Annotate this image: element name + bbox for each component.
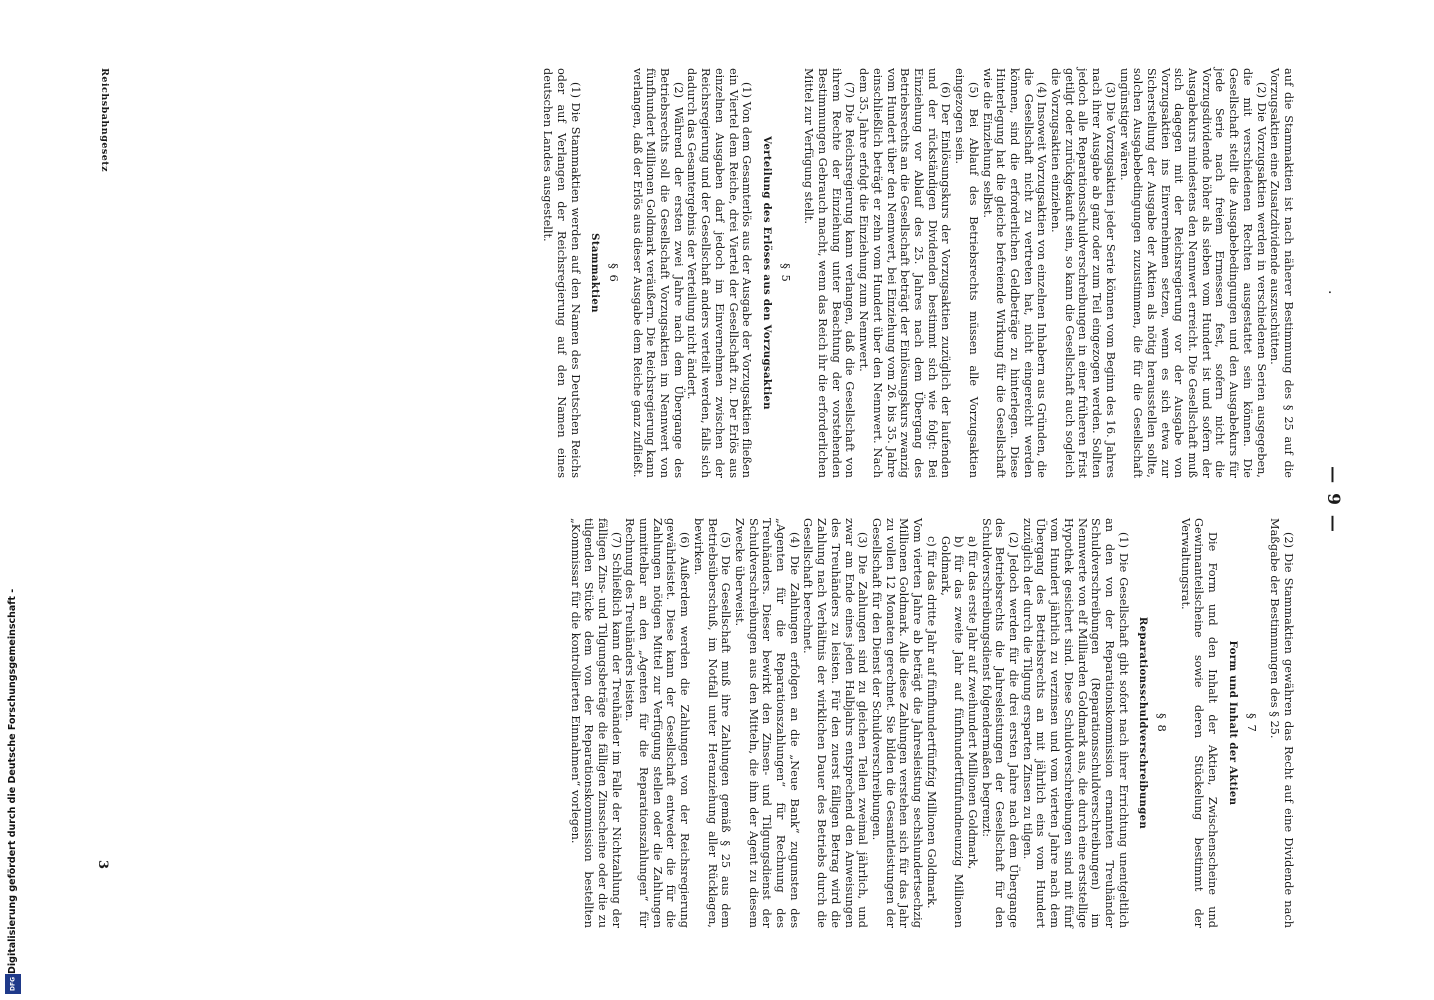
right-column [568,518,1295,928]
paragraph: (6) Der Einlösungskurs der Vorzugsaktien zuzüglich der laufenden und der rückständigen Dividenden bestimmt sich wie folgt: Bei Einziehung vor Ablauf des 25. Jahres nach dem Übergang des Betriebsrechts an die Gesellschaft beträgt der Einlösungskurs zwanzig vom Hundert über den Nennwert, bei Einziehung vom 26. bis 35. Jahre einschließlich beträgt er zehn vom Hundert über den Nennwert. Nach dem 35. Jahre erfolgt die Einziehung zum Nennwert. [857,68,953,478]
paragraph: (2) Während der ersten zwei Jahre nach dem Übergange des Betriebsrechts soll die Gesellschaft Vorzugsaktien im Nennwert von fünfhundert Millionen Goldmark veräußern. Die Reichsregierung kann verlangen, daß der Erlös aus dieser Ausgabe dem Reiche ganz zufließt. [630,68,685,478]
paragraph: (6) Außerdem werden die Zahlungen von der Reichsregierung gewährleistet. Diese kann der Gesellschaft entweder die für die Zahlungen nötigen Mittel zur Verfügung stellen oder die Zahlungen unmittelbar an den „Agenten für die Reparationszahlungen“ für Rechnung des Treuhänders leisten. [623,518,692,928]
paragraph: (4) Insoweit Vorzugsaktien von einzelnen Inhabern aus Gründen, die die Gesellschaft nicht zu vertreten hat, nicht eingereicht werden können, sind die erforderlichen Geldbeträge zu hinterlegen. Diese Hinterlegung hat die gleiche befreiende Wirkung für die Gesellschaft wie die Einziehung selbst. [980,68,1049,478]
paragraph: (3) Die Vorzugsaktien jeder Serie können vom Beginn des 16. Jahres nach ihrer Ausgabe ab ganz oder zum Teil eingezogen werden. Sollten jedoch alle Reparationsschuldverschreibungen in einer früheren Frist getilgt oder zurückgekauft sein, so kann die Gesellschaft auch sogleich die Vorzugsaktien einziehen. [1049,68,1117,478]
list-item: a) für das erste Jahr auf zweihundert Millionen Goldmark, [965,536,979,870]
sheet-number: 3 [95,860,110,870]
paragraph: (5) Die Gesellschaft muß ihre Zahlungen gemäß § 25 aus dem Betriebsüberschuß, im Notfall unter Heranziehung aller Rücklagen, bewirken. [691,518,733,928]
paragraph: (1) Die Stammaktien werden auf den Namen des Deutschen Reichs oder auf Verlangen der Reichsregierung auf den Namen eines deutschen Landes ausgestellt. [541,68,582,478]
left-column [540,68,1295,478]
dfg-logo: DFG [5,974,21,994]
paragraph: (2) Die Stammaktien gewähren das Recht auf eine Dividende nach Maßgabe der Bestimmungen des § 25. [1268,518,1295,928]
paragraph: (7) Die Reichsregierung kann verlangen, daß die Gesellschaft von ihrem Rechte der Einziehung unter Beachtung der vorstehenden Bestimmungen Gebrauch macht, wenn das Reich ihr die erforderlichen Mittel zur Verfügung stellt. [802,68,857,478]
paragraph: (1) Die Gesellschaft gibt sofort nach ihrer Errichtung unentgeltlich an den von der Reparationskommission ernannten Treuhänder Schuldverschreibungen (Reparationsschuldverschreibungen) im Nennwerte von elf Milliarden Goldmark aus, die durch eine erststellige Hypothek gesichert sind. Diese Schuldverschreibungen sind mit fünf vom Hundert jährlich zu verzinsen und vom vierten Jahre nach dem Übergang des Betriebsrechts an mit jährlich eins vom Hundert zuzüglich der durch die Tilgung ersparten Zinsen zu tilgen. [1020,518,1130,928]
paragraph: Die Form und den Inhalt der Aktien, Zwischenscheine und Gewinnanteilscheine sowie deren Stückelung bestimmt der Verwaltungsrat. [1178,518,1220,928]
section-heading: Verteilung des Erlöses aus den Vorzugsaktien [760,136,773,410]
paragraph: (5) Bei Ablauf des Betriebsrechts müssen alle Vorzugsaktien eingezogen sein. [953,68,980,478]
page-folio: — 9 — [1323,466,1343,534]
list-item: c) für das dritte Jahr auf fünfhundertfünfzig Millionen Goldmark. [924,536,938,909]
rotated-document-page [77,60,1357,940]
print-mark: · [1321,290,1337,295]
paragraph: auf die Stammaktien ist nach näherer Bestimmung des § 25 auf die Vorzugsaktien eine Zusatzdividende auszuschütten. [1268,68,1295,478]
paragraph: (1) Von dem Gesamterlös aus der Ausgabe der Vorzugsaktien fließen ein Viertel dem Reiche, drei Viertel der Gesellschaft zu. Der Erlös aus einzelnen Ausgaben darf jedoch im Einvernehmen zwischen der Reichsregierung und der Gesellschaft anders verteilt werden, falls sich dadurch das Gesamtergebnis der Verteilung nicht ändert. [685,68,754,478]
paragraph: (3) Die Zahlungen sind zu gleichen Teilen zweimal jährlich, und zwar am Ende eines jeden Halbjahrs entsprechend den Anweisungen des Treuhänders zu leisten. Für den zuerst fälligen Betrag wird die Zahlung nach Verhältnis der wirklichen Dauer des Betriebs durch die Gesellschaft berechnet. [801,518,870,928]
section-number: § 5 [778,263,793,283]
footer-text: Digitalisierung gefördert durch die Deutsche Forschungsgemeinschaft - [7,588,18,974]
section-heading: Reparationsschuldverschreibungen [1137,616,1150,830]
section-number: § 6 [606,263,621,283]
section-number: § 8 [1155,713,1170,733]
paragraph: (2) Jedoch werden für die drei ersten Jahre nach dem Übergange des Betriebsrechts die Jahresleistungen der Gesellschaft für den Schuldverschreibungsdienst folgendermaßen begrenzt: [979,518,1021,928]
list-item: b) für das zweite Jahr auf fünfhundertfünfundneunzig Millionen Goldmark, [938,536,966,928]
section-heading: Form und Inhalt der Aktien [1226,640,1239,806]
paragraph: (4) Die Zahlungen erfolgen an die „Neue Bank“ zugunsten des „Agenten für die Reparationszahlungen“ für Rechnung des Treuhänders. Dieser bewirkt den Zinsen- und Tilgungsdienst der Schuldverschreibungen aus den Mitteln, die ihm der Agent zu diesem Zwecke überweist. [732,518,801,928]
section-number: § 7 [1244,713,1259,733]
printer-signature: Reichsbahngesetz [99,68,110,173]
paragraph: (7) Schließlich kann der Treuhänder im Falle der Nichtzahlung der fälligen Zins- und Tilgungsbeträge die fälligen Zinsscheine oder die zu tilgenden Stücke dem von der Reparationskommission bestellten „Kommissar für die kontrollierten Einnahmen“ vorlegen. [568,518,623,928]
paragraph: Vom vierten Jahre ab beträgt die Jahresleistung sechshundertsechzig Millionen Goldmark. Alle diese Zahlungen verstehen sich für das Jahr zu vollen 12 Monaten gerechnet. Sie bilden die Gesamtleistungen der Gesellschaft für den Dienst der Schuldverschreibungen. [870,518,925,928]
digitization-footer [2,588,24,996]
paragraph: (2) Die Vorzugsaktien werden in verschiedenen Serien ausgegeben, die mit verschiedenen Rechten ausgestattet sein können. Die Gesellschaft stellt die Ausgabebedingungen und den Ausgabekurs für jede Serie nach freiem Ermessen fest, sofern nicht die Vorzugsdividende höher als sieben vom Hundert ist und sofern der Ausgabekurs mindestens den Nennwert erreicht. Die Gesellschaft muß sich dagegen mit der Reichsregierung vor der Ausgabe von Vorzugsaktien ins Einvernehmen setzen, wenn es sich etwa zur Sicherstellung der Ausgabe der Aktien als nötig herausstellen sollte, solchen Ausgabebedingungen zuzustimmen, die für die Gesellschaft ungünstiger wären. [1117,68,1268,478]
section-heading: Stammaktien [589,233,602,313]
